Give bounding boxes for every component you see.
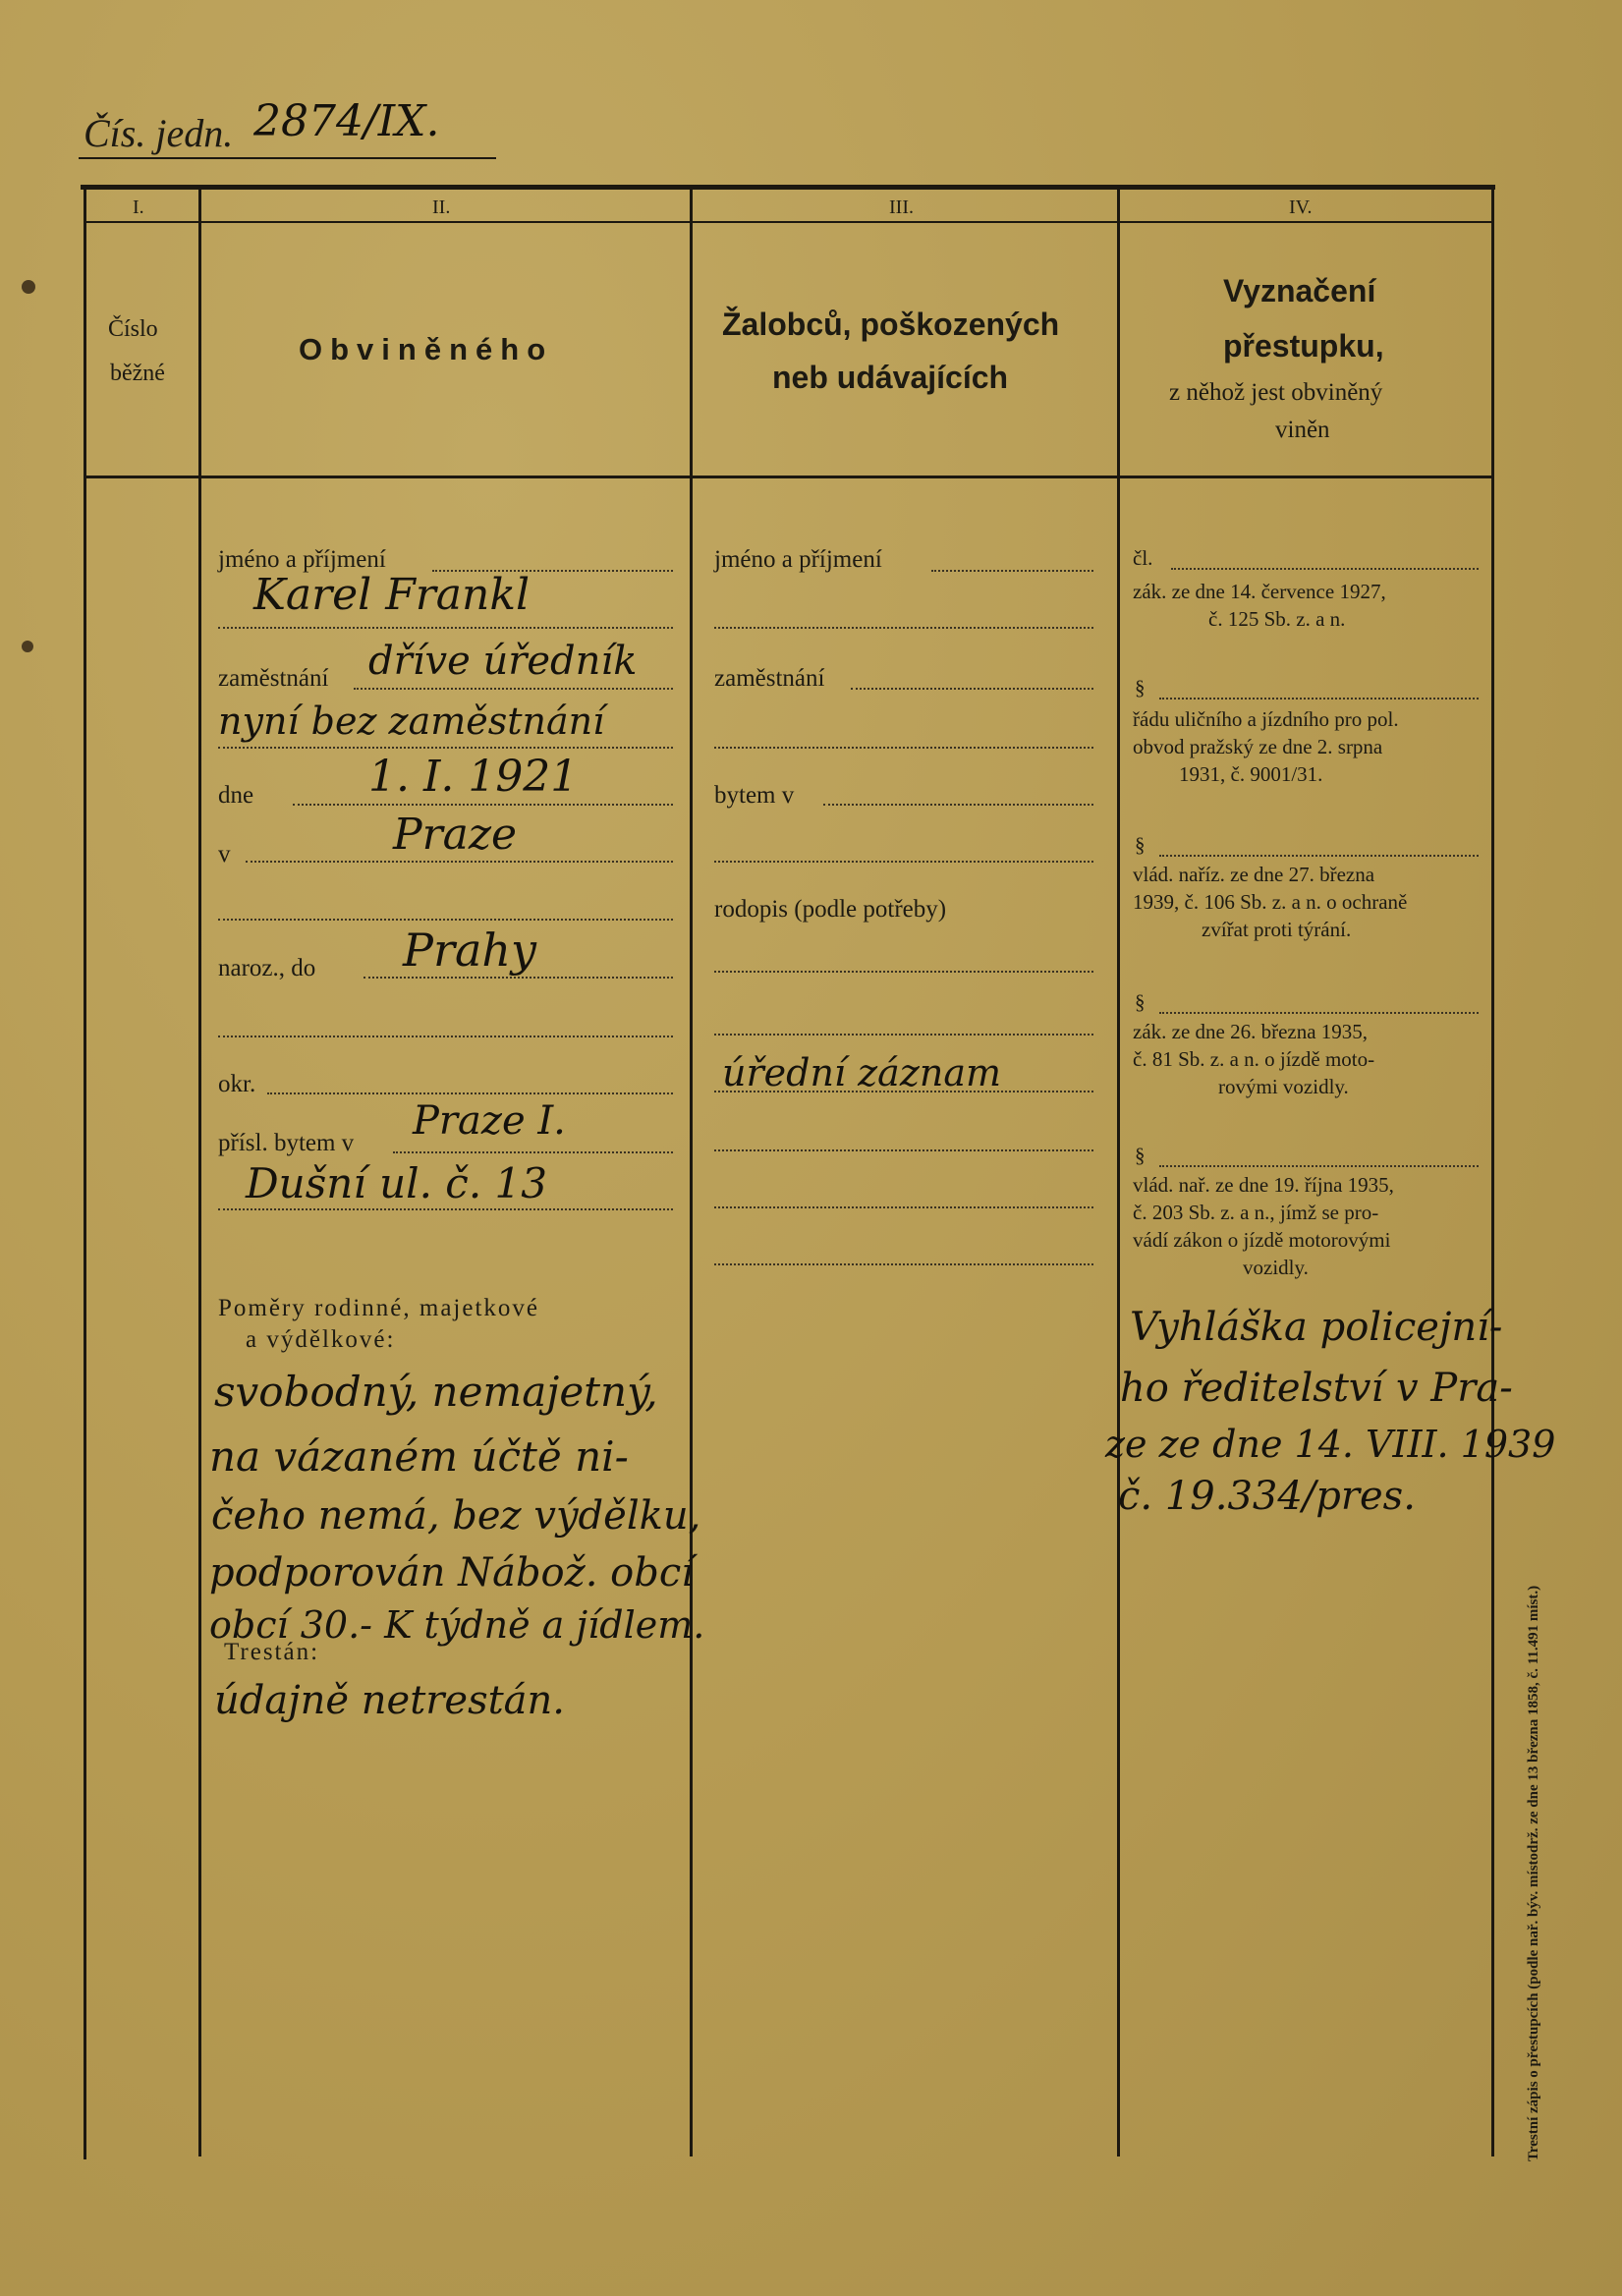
accused-domicile-label: naroz., do [218,955,316,981]
dotted-line [218,919,673,921]
side-caption: Trestní zápis o přestupcích (podle nař. býv. místodrž. ze dne 13 března 1858, č. 11.491 míst.) [1526,1585,1541,2161]
dotted-line [1159,855,1479,857]
complainant-residence-label: bytem v [714,782,795,809]
offence-handwritten-4: č. 19.334/pres. [1118,1474,1416,1519]
dotted-line [714,1149,1093,1151]
col1-title-line2: běžné [110,361,165,386]
complainant-occupation-label: zaměstnání [714,665,825,692]
col4-title-line4: viněn [1275,417,1330,443]
dotted-line [714,1206,1093,1208]
dotted-line [823,804,1093,806]
col3-title-line2: neb udávajících [772,360,1009,395]
dotted-line [714,627,1093,629]
col-divider-2 [690,187,693,2156]
punished-value: údajně netrestán. [214,1678,565,1723]
circumstances-line-4: podporován Nábož. obcí [209,1550,695,1596]
accused-occupation-value-1: dříve úředník [368,639,638,684]
dotted-line [218,1208,673,1210]
offence-b4-line2: zák. ze dne 26. března 1935, [1133,1020,1369,1043]
offence-handwritten-3: ze ze dne 14. VIII. 1939 [1105,1423,1556,1466]
dotted-line [1159,1012,1479,1014]
offence-b4-line1: § [1135,990,1146,1014]
col2-title: Obviněného [299,332,554,366]
offence-b3-line2: vlád. naříz. ze dne 27. března [1133,863,1375,886]
accused-place-value: Praze [393,810,518,860]
col3-numeral: III. [889,196,914,218]
offence-b5-line1: § [1135,1144,1146,1167]
dotted-line [267,1092,673,1094]
offence-b3-line3: 1939, č. 106 Sb. z. a n. o ochraně [1133,890,1408,914]
col4-title-line2: přestupku, [1223,328,1384,364]
accused-domicile-value: Prahy [403,924,536,977]
dotted-line [851,688,1093,690]
circumstances-label-1: Poměry rodinné, majetkové [218,1295,540,1321]
offence-b5-line5: vozidly. [1243,1256,1309,1279]
offence-b1-line3: č. 125 Sb. z. a n. [1208,607,1346,631]
accused-place-label: v [218,841,231,868]
circumstances-line-1: svobodný, nemajetný, [214,1368,658,1416]
dotted-line [714,861,1093,863]
dotted-line [218,1036,673,1037]
col4-title-line1: Vyznačení [1223,273,1376,308]
col3-title-line1: Žalobců, poškozených [722,307,1060,342]
dotted-line [1171,568,1479,570]
col1-numeral: I. [133,196,144,218]
reference-underline [79,157,496,159]
dotted-line [246,861,673,863]
accused-residence-label: přísl. bytem v [218,1130,355,1156]
dotted-line [714,1263,1093,1265]
offence-b4-line4: rovými vozidly. [1218,1075,1349,1098]
col-divider-3 [1117,187,1120,2156]
offence-b5-line4: vádí zákon o jízdě motorovými [1133,1228,1391,1252]
dotted-line [293,804,673,806]
reference-number: 2874/IX. [253,96,440,146]
accused-occupation-value-2: nyní bez zaměstnání [218,700,605,743]
offence-handwritten-1: Vyhláška policejní- [1130,1305,1503,1350]
dotted-line [714,1091,1093,1092]
punch-hole [22,641,33,652]
reference-label: Čís. jedn. [84,111,234,155]
col1-title-line1: Číslo [108,316,158,342]
circumstances-line-2: na vázaném účtě ni- [209,1432,629,1481]
accused-residence-value-2: Dušní ul. č. 13 [246,1159,547,1207]
offence-b5-line2: vlád. nař. ze dne 19. října 1935, [1133,1173,1394,1197]
complainant-record-label: rodopis (podle potřeby) [714,896,947,923]
offence-b2-line1: § [1135,676,1146,700]
complainant-record-value: úřední záznam [722,1051,1002,1094]
accused-name-label: jméno a příjmení [218,546,386,573]
header-divider [84,221,1493,223]
dotted-line [714,747,1093,749]
header-bottom-border [84,476,1493,478]
dotted-line [1159,1165,1479,1167]
offence-b3-line1: § [1135,833,1146,857]
accused-district-label: okr. [218,1071,256,1097]
offence-handwritten-2: ho ředitelství v Pra- [1120,1366,1513,1411]
dotted-line [354,688,673,690]
table-right-border [1491,187,1494,2156]
offence-b4-line3: č. 81 Sb. z. a n. o jízdě moto- [1133,1047,1375,1071]
complainant-name-label: jméno a příjmení [714,546,882,573]
circumstances-label-2: a výdělkové: [246,1326,396,1353]
offence-b1-line2: zák. ze dne 14. července 1927, [1133,580,1386,603]
offence-b3-line4: zvířat proti týrání. [1202,918,1352,941]
dotted-line [364,977,673,979]
col4-numeral: IV. [1289,196,1313,218]
col4-title-line3: z něhož jest obviněný [1169,379,1383,406]
offence-b2-line2: řádu uličního a jízdního pro pol. [1133,707,1399,731]
offence-b5-line3: č. 203 Sb. z. a n., jímž se pro- [1133,1201,1379,1224]
col-divider-1 [198,187,201,2156]
offence-b2-line4: 1931, č. 9001/31. [1179,762,1323,786]
offence-b2-line3: obvod pražský ze dne 2. srpna [1133,735,1383,758]
dotted-line [714,971,1093,973]
accused-residence-value-1: Praze I. [413,1098,566,1144]
col2-numeral: II. [432,196,451,218]
dotted-line [218,627,673,629]
punch-hole [22,280,35,294]
accused-name-value: Karel Frankl [253,570,531,620]
offence-b1-line1: čl. [1133,546,1153,570]
table-top-border [81,185,1495,190]
dotted-line [714,1034,1093,1036]
dotted-line [218,747,673,749]
dotted-line [931,570,1093,572]
circumstances-line-3: čeho nemá, bez výdělku, [211,1493,701,1539]
table-left-border [84,185,86,2159]
dotted-line [393,1151,673,1153]
accused-date-label: dne [218,782,254,809]
circumstances-line-5: obcí 30.- K týdně a jídlem. [209,1603,705,1647]
accused-occupation-label: zaměstnání [218,665,329,692]
punished-label: Trestán: [224,1639,320,1665]
accused-date-value: 1. I. 1921 [368,752,579,802]
dotted-line [1159,698,1479,700]
